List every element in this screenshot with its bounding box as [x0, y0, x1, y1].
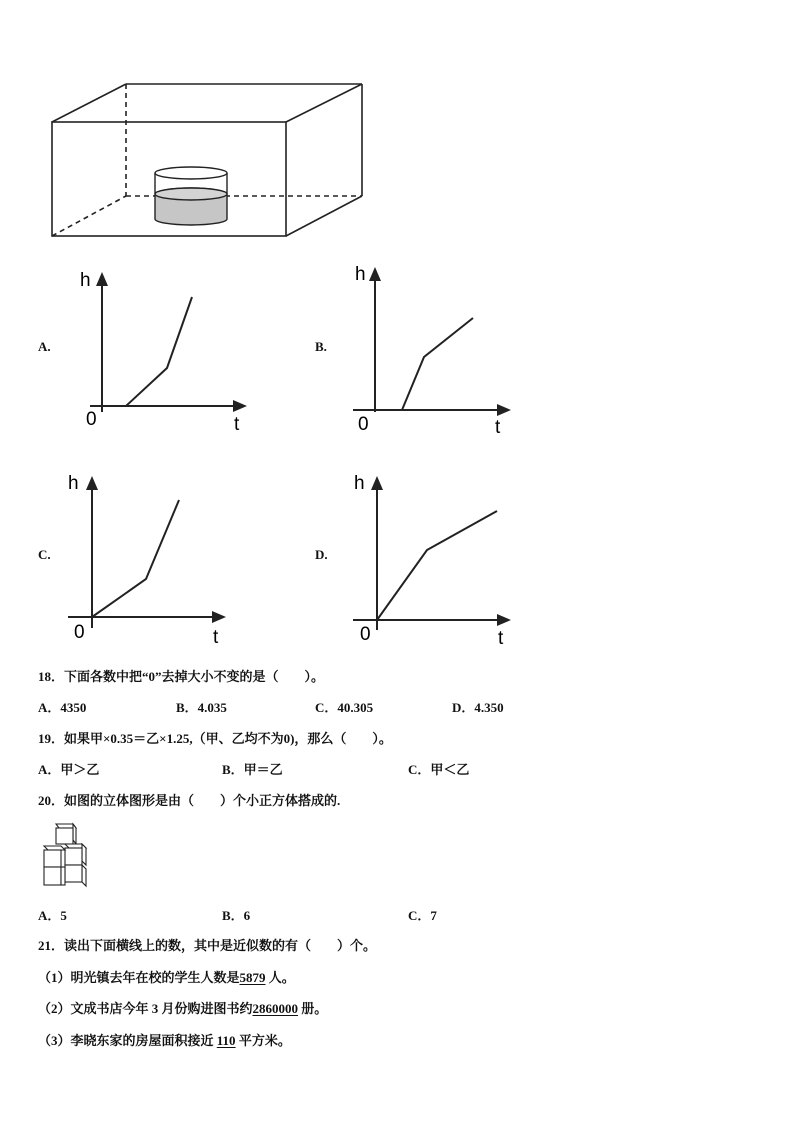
q21-item-1-number: 5879 [239, 970, 266, 985]
option-a-label: A. [38, 339, 51, 354]
q19-option-b: B．甲＝乙 [222, 762, 283, 777]
q18-option-b: B．4.035 [176, 700, 227, 715]
q21-stem: 21．读出下面横线上的数，其中是近似数的有（ ）个。 [38, 938, 377, 953]
q21-item-1-suffix: 人。 [268, 970, 295, 985]
q21-item-1 [38, 967, 295, 986]
graph-c [58, 468, 248, 648]
graph-a-x-label: t [234, 414, 240, 435]
q20-option-b: B．6 [222, 908, 251, 923]
q21-item-3-number: 110 [216, 1033, 236, 1048]
graph-b-y-label: h [355, 264, 366, 285]
graph-c-line [92, 500, 179, 617]
graph-d-origin: 0 [360, 624, 371, 645]
q21-item-2 [38, 998, 327, 1017]
graph-a [72, 262, 262, 437]
graph-b [345, 262, 535, 437]
q18-option-a: A．4350 [38, 700, 87, 715]
graph-a-line [126, 297, 192, 406]
graph-a-origin: 0 [86, 409, 97, 430]
graph-c-origin: 0 [74, 622, 85, 643]
q21-item-3 [38, 1030, 291, 1049]
q19-option-c: C．甲＜乙 [408, 762, 470, 777]
q20-option-c: C．7 [408, 908, 437, 923]
graph-d-y-label: h [354, 473, 365, 494]
q20-stem: 20．如图的立体图形是由（ ）个小正方体搭成的. [38, 793, 341, 808]
q21-item-3-prefix: （3）李晓东家的房屋面积接近 [38, 1033, 214, 1048]
graph-a-y-label: h [80, 270, 91, 291]
graph-d-x-label: t [498, 628, 504, 648]
graph-b-origin: 0 [358, 414, 369, 435]
q21-item-1-prefix: （1）明光镇去年在校的学生人数是 [38, 970, 240, 985]
graph-d-line [377, 511, 497, 620]
q19-stem: 19．如果甲×0.35＝乙×1.25,（甲、乙均不为0)，那么（ ）。 [38, 731, 392, 746]
box-cylinder-figure [40, 78, 370, 243]
option-c-label: C. [38, 547, 51, 562]
q18-option-c: C．40.305 [315, 700, 374, 715]
cube-stack-figure [38, 822, 98, 890]
graph-c-x-label: t [213, 627, 219, 648]
q20-option-a: A．5 [38, 908, 67, 923]
cylinder [155, 167, 227, 225]
q21-item-2-prefix: （2）文成书店今年 3 月份购进图书约 [38, 1001, 253, 1016]
graph-b-line [402, 318, 473, 410]
graph-b-x-label: t [495, 417, 501, 437]
q21-item-2-number: 2860000 [252, 1001, 299, 1016]
graph-d [345, 468, 535, 648]
q18-stem: 18．下面各数中把“0”去掉大小不变的是（ ）。 [38, 669, 325, 684]
graph-c-y-label: h [68, 473, 79, 494]
q19-option-a: A．甲＞乙 [38, 762, 100, 777]
q21-item-2-suffix: 册。 [301, 1001, 328, 1016]
option-d-label: D. [315, 547, 328, 562]
q18-option-d: D．4.350 [452, 700, 504, 715]
q21-item-3-suffix: 平方米。 [238, 1033, 291, 1048]
option-b-label: B. [315, 339, 327, 354]
